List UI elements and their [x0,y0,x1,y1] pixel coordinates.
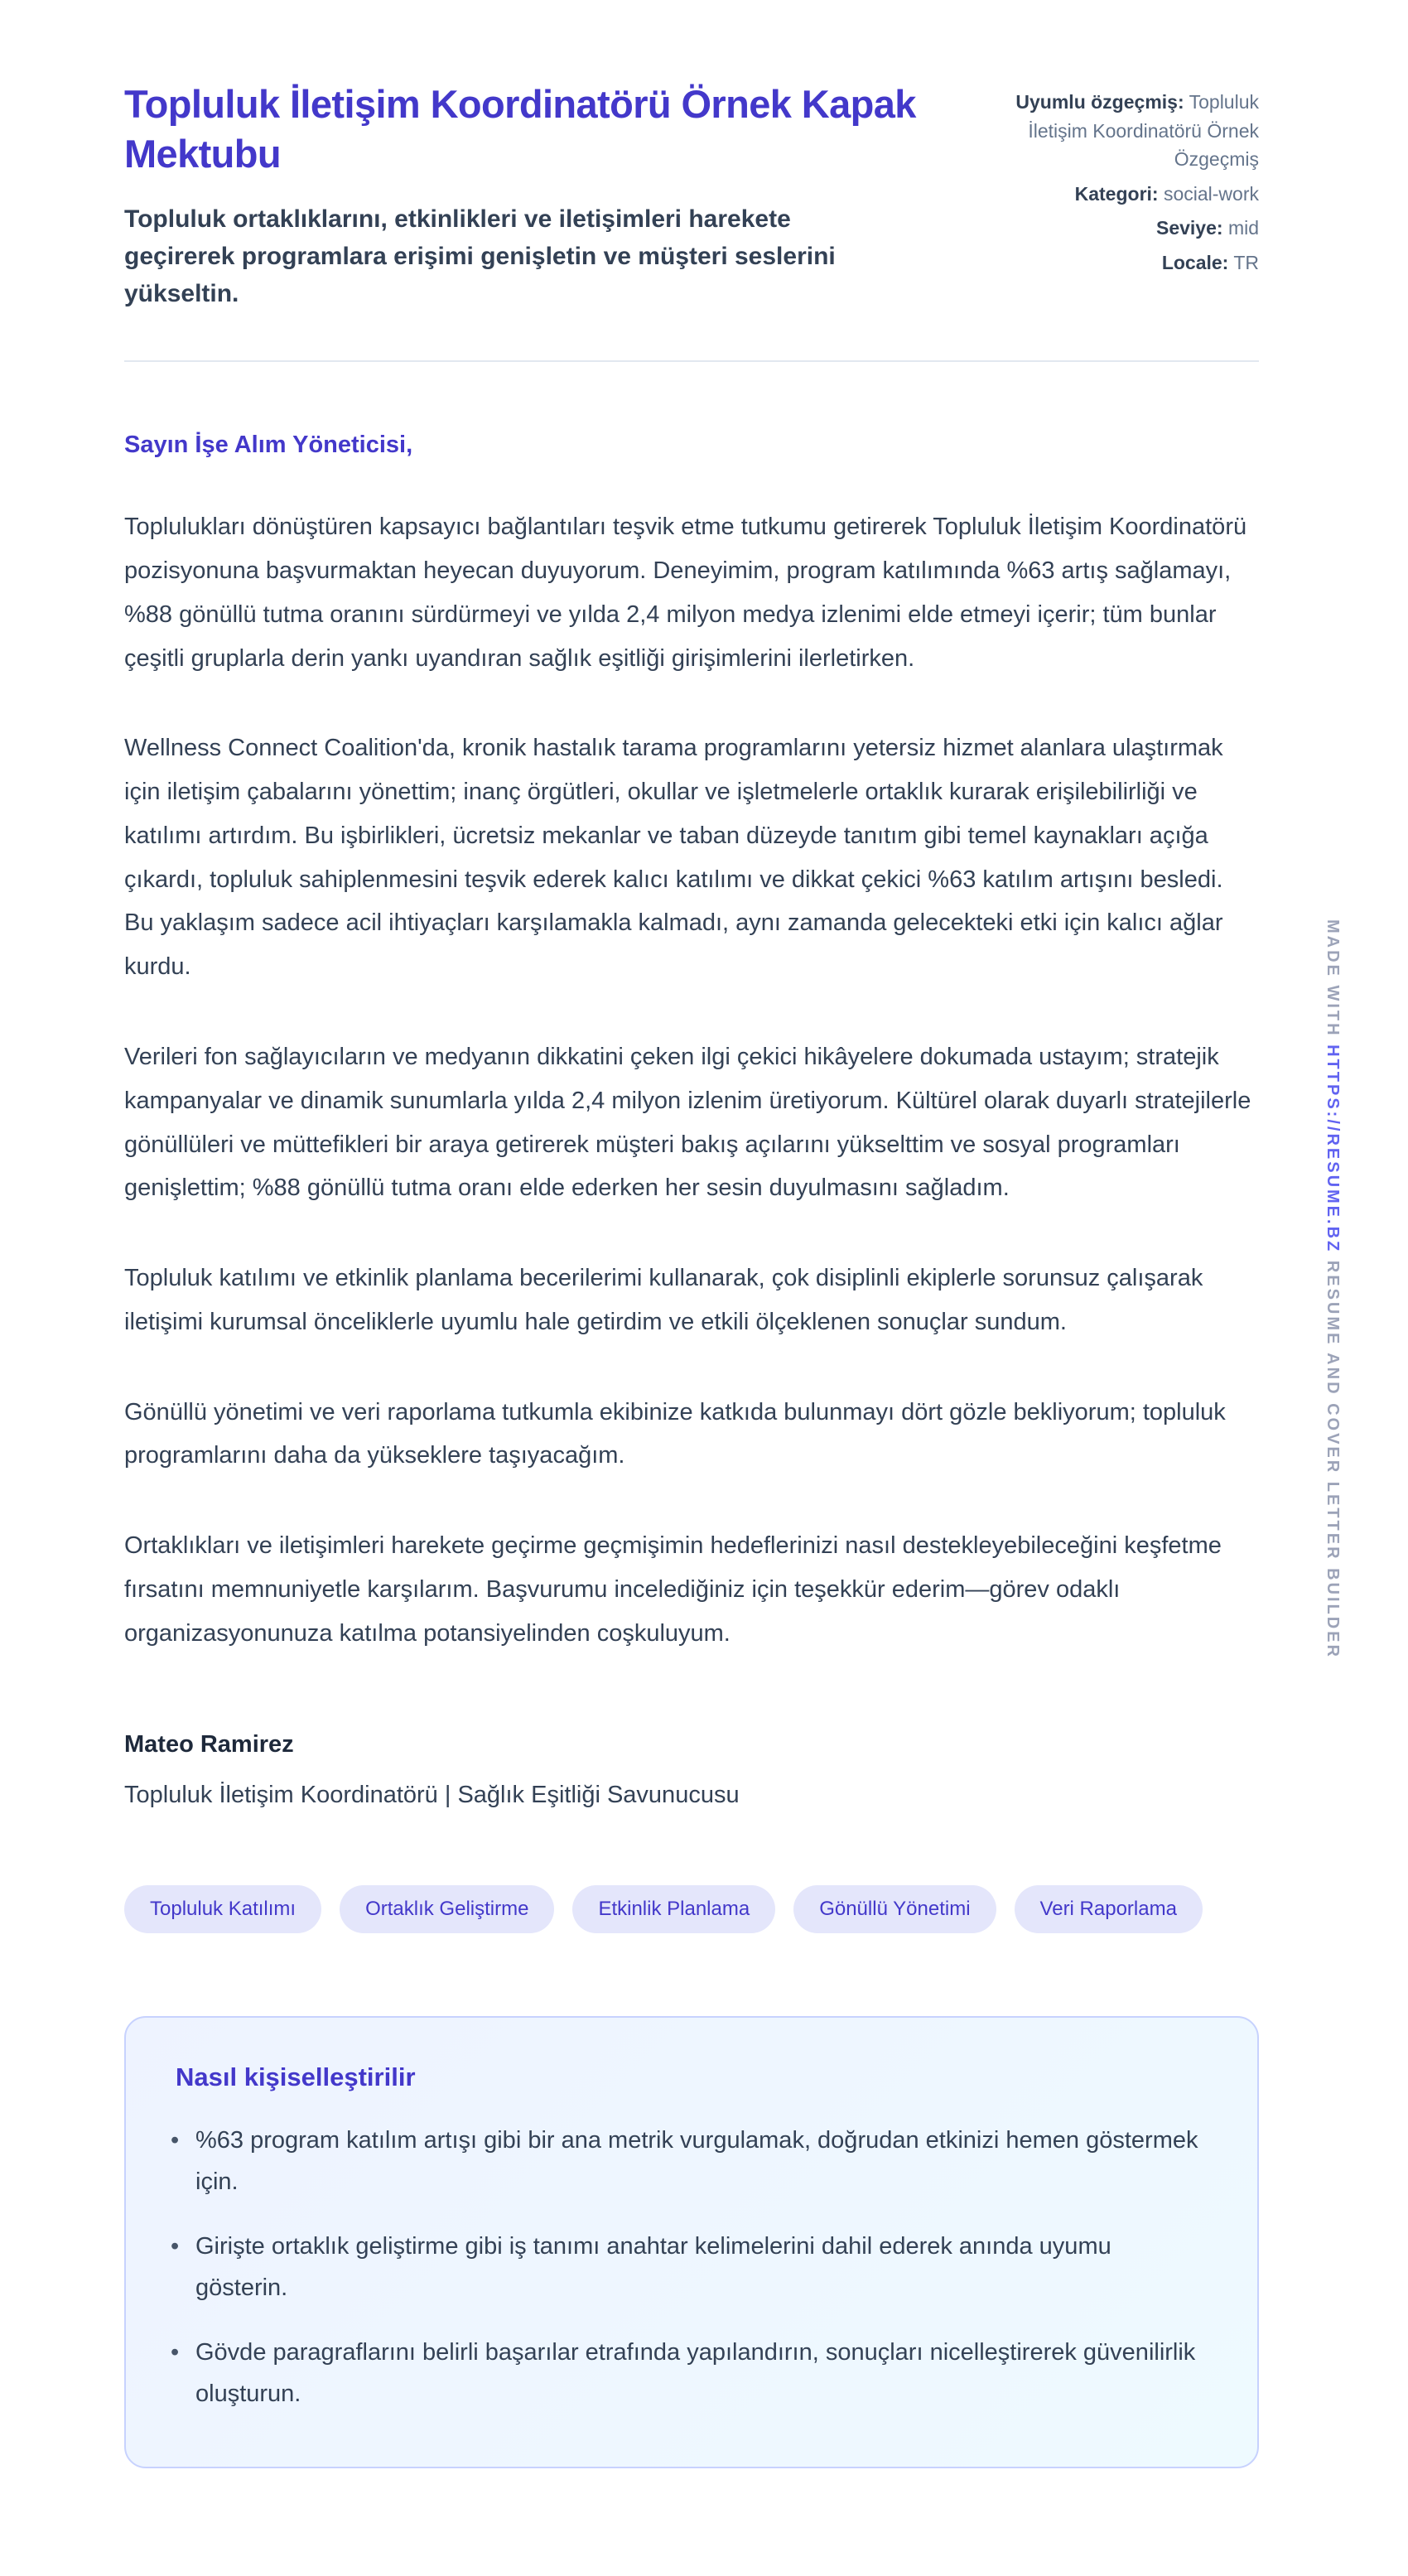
tag-chip: Topluluk Katılımı [124,1885,321,1933]
watermark-suffix: RESUME AND COVER LETTER BUILDER [1324,1260,1342,1659]
meta-item [967,88,1259,174]
letter-greeting: Sayın İşe Alım Yöneticisi, [124,432,413,459]
tag-chip: Etkinlik Planlama [572,1885,775,1933]
letter-paragraph: Gönüllü yönetimi ve veri raporlama tutkumla ekibinize katkıda bulunmayı dört gözle bekliyorum; topluluk programlarını daha da yükseklere taşıyacağım. [124,1398,1226,1469]
letter-body [124,505,1259,1655]
page-subtitle: Topluluk ortaklıklarını, etkinlikleri ve iletişimleri harekete geçirerek programlara erişimi genişletin ve müşteri seslerini yükseltin. [124,205,836,308]
letter-paragraph: Wellness Connect Coalition'da, kronik hastalık tarama programlarını yetersiz hizmet alanlara ulaştırmak için iletişim çabalarını yönettim; inanç örgütleri, okullar ve işletmelerle ortaklık kurarak erişilebilirliği ve katılımı artırdım. Bu işbirlikleri, ücretsiz mekanlar ve taban düzeyde tanıtım gibi temel kaynakları açığa çıkardı, topluluk sahiplenmesini teşvik ederek kalıcı katılımı ve dikkat çekici %63 katılım artışını besledi. Bu yaklaşım sadece acil ihtiyaçları karşılamakla kalmadı, aynı zamanda gelecekteki etki için kalıcı ağlar kurdu. [124,735,1223,981]
meta-panel [967,80,1259,312]
tips-title: Nasıl kişiselleştirilir [176,2062,416,2092]
meta-value: TR [1233,251,1259,273]
meta-label: Locale: [1161,251,1229,273]
meta-label: Kategori: [1074,182,1159,205]
tip-item: • %63 program katılım artışı gibi bir ana metrik vurgulamak, doğrudan etkinizi hemen göstermek için. [161,2120,1209,2203]
page [124,0,1259,2576]
watermark-prefix: MADE WITH [1324,919,1342,1038]
letter-paragraph: Toplulukları dönüştüren kapsayıcı bağlantıları teşvik etme tutkumu getirerek Topluluk İletişim Koordinatörü pozisyonuna başvurmaktan heyecan duyuyorum. Deneyimim, program katılımında %63 artış sağlamayı, %88 gönüllü tutma oranını sürdürmeyi ve yılda 2,4 milyon medya izlenimi elde etmeyi içerir; tüm bunlar çeşitli gruplarla derin yankı uyandıran sağlık eşitliği girişimlerini ilerletirken. [124,514,1247,672]
meta-item [967,180,1259,209]
signature-name: Mateo Ramirez [124,1731,294,1758]
header [124,80,1259,312]
tips-card [124,2016,1259,2467]
letter-paragraph: Ortaklıkları ve iletişimleri harekete geçirme geçmişimin hedeflerinizi nasıl destekleyebileceğini keşfetme fırsatını memnuniyetle karşılarım. Başvurumu incelediğiniz için teşekkür ederim—görev odaklı organizasyonunuza katılma potansiyelinden coşkuluyum. [124,1532,1222,1647]
tag-chip: Veri Raporlama [1015,1885,1203,1933]
meta-value: Topluluk İletişim Koordinatörü Örnek Özgeçmiş [1028,91,1259,170]
tag-chip: Ortaklık Geliştirme [340,1885,554,1933]
meta-value: social-work [1163,182,1259,205]
letter-paragraph: Topluluk katılımı ve etkinlik planlama becerilerimi kullanarak, çok disiplinli ekiplerle sorunsuz çalışarak iletişimi kurumsal önceliklerle uyumlu hale getirdim ve etkili ölçeklenen sonuçlar sundum. [124,1265,1203,1335]
watermark [1323,919,1342,1659]
tag-chip: Gönüllü Yönetimi [793,1885,996,1933]
meta-label: Uyumlu özgeçmiş: [1015,91,1184,113]
meta-item [967,248,1259,277]
watermark-link[interactable]: HTTPS://RESUME.BZ [1324,1044,1342,1254]
tip-item: • Girişte ortaklık geliştirme gibi iş tanımı anahtar kelimelerini dahil ederek anında uyumu gösterin. [161,2226,1209,2309]
header-title-block [124,80,921,312]
meta-value: mid [1227,217,1259,239]
meta-label: Seviye: [1155,217,1223,239]
meta-item [967,214,1259,243]
tags-row [124,1885,1259,1933]
tip-item: • Gövde paragraflarını belirli başarılar etrafında yapılandırın, sonuçları nicelleştirerek güvenilirlik oluşturun. [161,2332,1209,2415]
signature-role: Topluluk İletişim Koordinatörü | Sağlık Eşitliği Savunucusu [124,1782,740,1809]
tips-list [161,2120,1209,2414]
cover-letter [124,432,1259,1809]
page-title: Topluluk İletişim Koordinatörü Örnek Kapak Mektubu [124,82,916,176]
letter-paragraph: Verileri fon sağlayıcıların ve medyanın dikkatini çeken ilgi çekici hikâyelere dokumada ustayım; stratejik kampanyalar ve dinamik sunumlarla yılda 2,4 milyon izlenim üretiyorum. Kültürel olarak duyarlı stratejilerle gönüllüleri ve müttefikleri bir araya getirerek müşteri bakış açılarını yükselttim ve sosyal programları genişlettim; %88 gönüllü tutma oranı elde ederken her sesin duyulmasını sağladım. [124,1043,1251,1202]
header-divider [124,360,1259,362]
